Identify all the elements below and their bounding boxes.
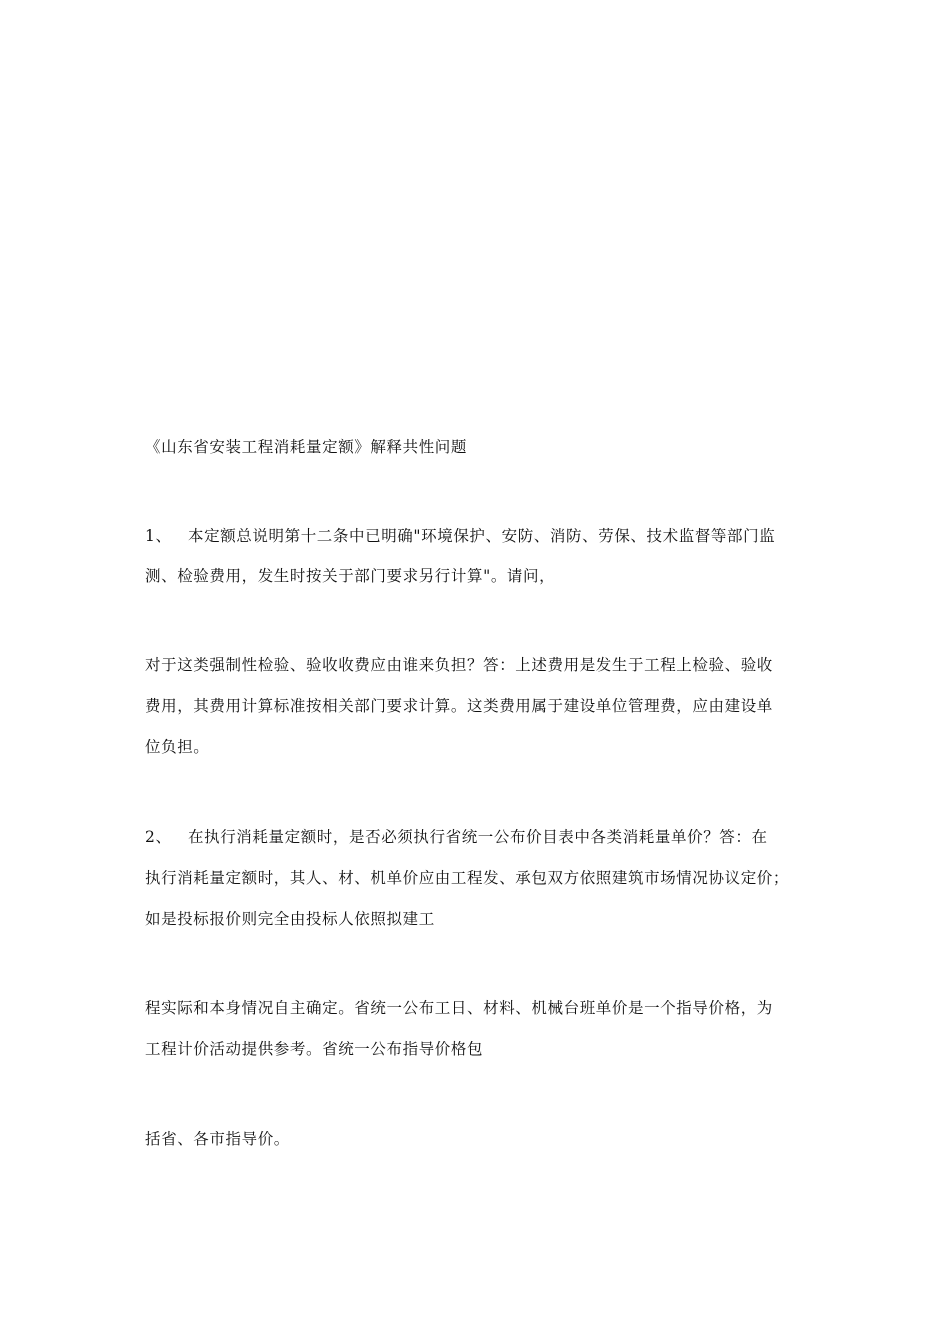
q1-line-2: 测、检验费用，发生时按关于部门要求另行计算"。请问， bbox=[145, 567, 556, 585]
q2-line-3: 如是投标报价则完全由投标人依照拟建工 bbox=[145, 910, 435, 928]
q2-line-5: 工程计价活动提供参考。省统一公布指导价格包 bbox=[145, 1040, 484, 1058]
q1-line-5: 位负担。 bbox=[145, 738, 210, 756]
q2-text-1: 在执行消耗量定额时，是否必须执行省统一公布价目表中各类消耗量单价？答：在 bbox=[188, 828, 768, 846]
q1-line-1 bbox=[145, 526, 775, 546]
q2-line-4: 程实际和本身情况自主确定。省统一公布工日、材料、机械台班单价是一个指导价格，为 bbox=[145, 999, 773, 1017]
q2-line-2: 执行消耗量定额时，其人、材、机单价应由工程发、承包双方依照建筑市场情况协议定价； bbox=[145, 869, 790, 887]
q1-line-3: 对于这类强制性检验、验收收费应由谁来负担？答：上述费用是发生于工程上检验、验收 bbox=[145, 656, 773, 674]
q1-number: 1、 bbox=[145, 527, 172, 545]
q1-text-1: 本定额总说明第十二条中已明确"环境保护、安防、消防、劳保、技术监督等部门监 bbox=[188, 527, 776, 545]
q2-line-6: 括省、各市指导价。 bbox=[145, 1130, 290, 1148]
q2-number: 2、 bbox=[145, 828, 172, 846]
q1-line-4: 费用，其费用计算标准按相关部门要求计算。这类费用属于建设单位管理费，应由建设单 bbox=[145, 697, 773, 715]
document-title: 《山东省安装工程消耗量定额》解释共性问题 bbox=[145, 438, 468, 456]
q2-line-1 bbox=[145, 827, 768, 847]
